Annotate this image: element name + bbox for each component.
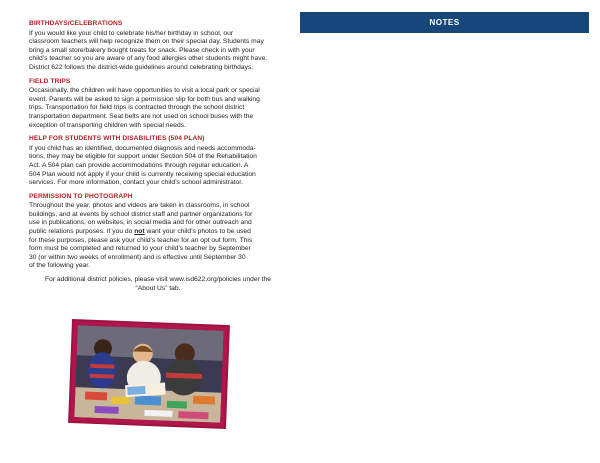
body-line: exception of transporting children with special needs.: [29, 121, 186, 129]
left-column: [29, 20, 287, 293]
section-body: [29, 30, 287, 73]
section-title: HELP FOR STUDENTS WITH DISABILITIES (504 PLAN): [29, 135, 205, 143]
classroom-photo: [70, 321, 228, 427]
body-line: Act. A 504 plan can provide accommodations through regular education. A: [29, 161, 249, 169]
body-line: buildings, and at events by school district staff and partner organizations for: [29, 210, 253, 218]
body-line: trips. Transportation for field trips is contracted through the school district: [29, 104, 245, 112]
body-line: for these purposes, please ask your child’s teacher for an opt out form. This: [29, 236, 253, 244]
section-permission-to-photograph: [29, 193, 287, 271]
body-line: bring a small store/bakery bought treats for snack. Please check in with your: [29, 46, 255, 54]
emphasis-not: not: [134, 228, 145, 236]
section-title: BIRTHDAYS/CELEBRATIONS: [29, 20, 123, 27]
children-reading-illustration: [74, 325, 223, 423]
section-title: PERMISSION TO PHOTOGRAPH: [29, 192, 133, 200]
policies-footer-note: [29, 276, 287, 293]
section-body: [29, 202, 287, 271]
policy-section: [29, 135, 287, 188]
body-line: 30 (or within two weeks of enrollment) and is effective until September 30: [29, 253, 246, 261]
section-body: [29, 145, 287, 188]
body-line: services. For more information, contact your child’s school administrator.: [29, 179, 243, 187]
section-title: FIELD TRIPS: [29, 77, 71, 85]
notes-header: NOTES: [300, 12, 589, 33]
body-line: public relations purposes. If you do: [29, 228, 135, 236]
body-line: transportation department. Seat belts are not used on school buses with the: [29, 112, 254, 120]
body-line: want your child’s photos to be used: [144, 228, 251, 236]
policy-sections: [29, 20, 287, 188]
body-line: Throughout the year, photos and videos are taken in classrooms, in school: [29, 202, 250, 210]
body-line: form must be completed and returned to your child’s teacher by September: [29, 245, 251, 253]
footer-line-2: “About Us” tab.: [135, 284, 181, 292]
body-line: use in publications, on websites, in social media and for other outreach and: [29, 219, 252, 227]
policy-section: [29, 78, 287, 131]
body-line: classroom teachers will help recognize them on their special day. Students may: [29, 38, 264, 46]
body-line: event. Parents will be asked to sign a permission slip for both bus and walking: [29, 95, 260, 103]
policy-section: [29, 20, 287, 73]
footer-line-1: For additional district policies, please visit www.isd622.org/policies under the: [45, 276, 271, 284]
body-line: Occasionally, the children will have opportunities to visit a local park or special: [29, 87, 260, 95]
body-line: If you would like your child to celebrate his/her birthday in school, our: [29, 29, 234, 37]
body-line: District 622 follows the district-wide guidelines around celebrating birthdays.: [29, 63, 254, 71]
section-body: [29, 87, 287, 130]
body-line: tions, they may be eligible for support under Section 504 of the Rehabilitation: [29, 153, 257, 161]
body-line: of the following year.: [29, 262, 90, 270]
body-line: If you child has an identified, documented diagnosis and needs accommoda-: [29, 144, 256, 152]
body-line: 504 Plan would not apply if your child is currently receiving special education: [29, 170, 256, 178]
body-line: child’s teacher so you are aware of any food allergies other students might have.: [29, 55, 268, 63]
